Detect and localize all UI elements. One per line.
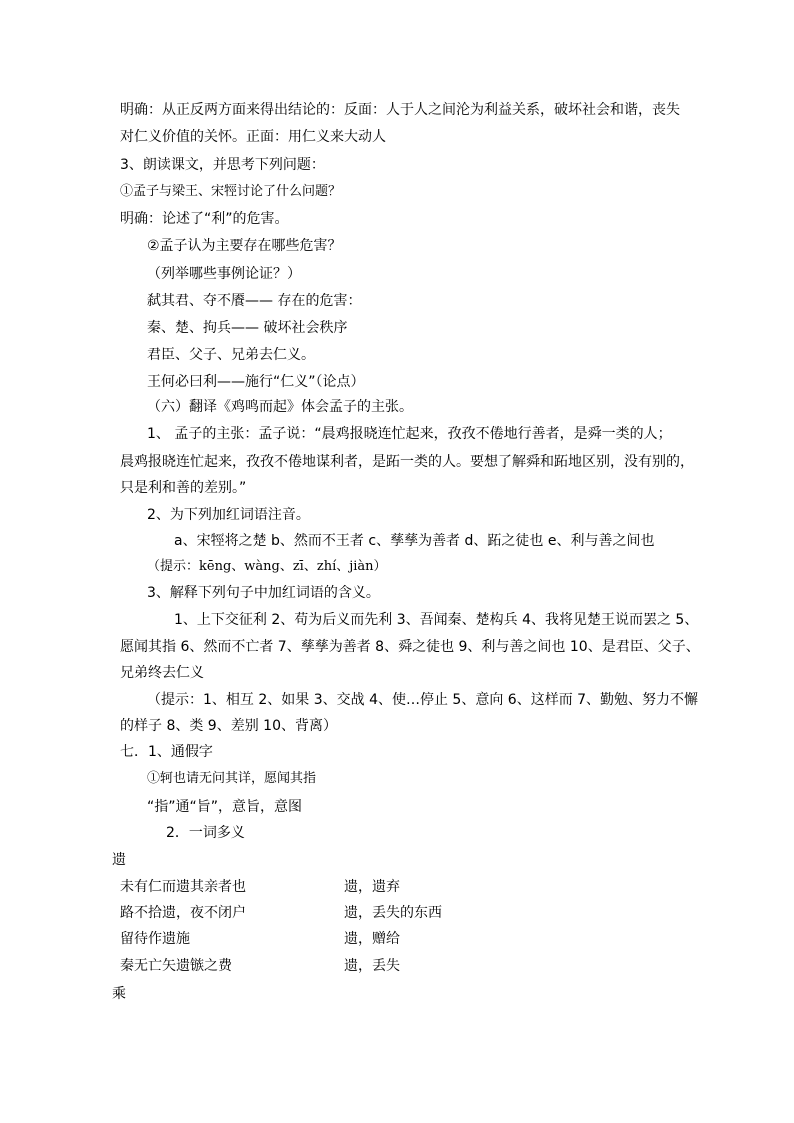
definition: 遗，遗弃: [344, 879, 400, 895]
example-sentence: 未有仁而遗其亲者也: [120, 879, 246, 895]
definition-row: [120, 903, 580, 923]
section-heading: 3、解释下列句子中加红词语的含义。: [147, 585, 380, 601]
paragraph-line: 愿闻其指 6、然而不亡者 7、孳孳为善者 8、舜之徒也 9、利与善之间也 10、是君臣、父子、: [120, 639, 700, 655]
word-heading: 遗: [112, 852, 126, 868]
example-sentence: 留待作遗施: [120, 931, 190, 947]
paragraph-line: 君臣、父子、兄弟去仁义。: [147, 347, 315, 363]
paragraph-line: ①轲也请无问其详，愿闻其指: [147, 771, 317, 786]
answer-line: 明确：论述了“利”的危害。: [120, 211, 289, 227]
paragraph-line: 兄弟终去仁义: [120, 665, 204, 681]
paragraph-line: 弑其君、夺不餍—— 存在的危害：: [147, 293, 362, 309]
definition-row: [120, 877, 580, 897]
definition-row: [120, 956, 580, 976]
paragraph-line: a、宋牼将之楚 b、然而不王者 c、孳孳为善者 d、跖之徒也 e、利与善之间也: [174, 533, 655, 549]
section-heading: （六）翻译《鸡鸣而起》体会孟子的主张。: [147, 399, 413, 415]
paragraph-line: 明确：从正反两方面来得出结论的：反面：人于人之间沦为利益关系，破坏社会和谐，丧失: [120, 102, 680, 118]
section-heading: 2．一词多义: [166, 825, 245, 841]
paragraph-line: 只是利和善的差别。”: [120, 480, 247, 496]
question-line: ②孟子认为主要存在哪些危害？: [147, 238, 342, 254]
paragraph-line: 王何必曰利——施行“仁义”（论点）: [147, 374, 365, 390]
paragraph-line: 秦、楚、拘兵—— 破坏社会秩序: [147, 320, 348, 336]
definition: 遗，赠给: [344, 931, 400, 947]
definition-row: [120, 929, 580, 949]
definition: 遗，丢失的东西: [344, 905, 442, 921]
paragraph-line: “指”通“旨”，意旨，意图: [147, 799, 303, 815]
example-sentence: 路不拾遗，夜不闭户: [120, 905, 246, 921]
paragraph-line: 晨鸡报晓连忙起来，孜孜不倦地谋利者，是跖一类的人。要想了解舜和跖地区别，没有别的，: [120, 454, 694, 470]
word-heading: 乘: [112, 986, 126, 1002]
hint-line: （提示：kēng、wàng、zī、zhí、jiàn）: [147, 559, 387, 574]
section-heading: 七．1、通假字: [120, 744, 213, 760]
section-heading: 3、朗读课文，并思考下列问题：: [120, 157, 325, 173]
hint-line: （提示：1、相互 2、如果 3、交战 4、使…停止 5、意向 6、这样而 7、勤勉、努力不懈: [147, 692, 699, 708]
definition: 遗，丢失: [344, 958, 400, 974]
paragraph-line: （列举哪些事例论证？）: [147, 266, 301, 282]
example-sentence: 秦无亡矢遗镞之费: [120, 958, 232, 974]
paragraph-line: 1、上下交征利 2、苟为后义而先利 3、吾闻秦、楚构兵 4、我将见楚王说而罢之 5、: [174, 612, 699, 628]
paragraph-line: 1、 孟子的主张：孟子说：“晨鸡报晓连忙起来，孜孜不倦地行善者，是舜一类的人；: [147, 426, 672, 442]
hint-line: 的样子 8、类 9、差别 10、背离）: [120, 718, 337, 734]
paragraph-line: 对仁义价值的关怀。正面：用仁义来大动人: [120, 129, 386, 145]
section-heading: 2、为下列加红词语注音。: [147, 507, 310, 523]
question-line: ①孟子与梁王、宋牼讨论了什么问题？: [120, 184, 342, 199]
